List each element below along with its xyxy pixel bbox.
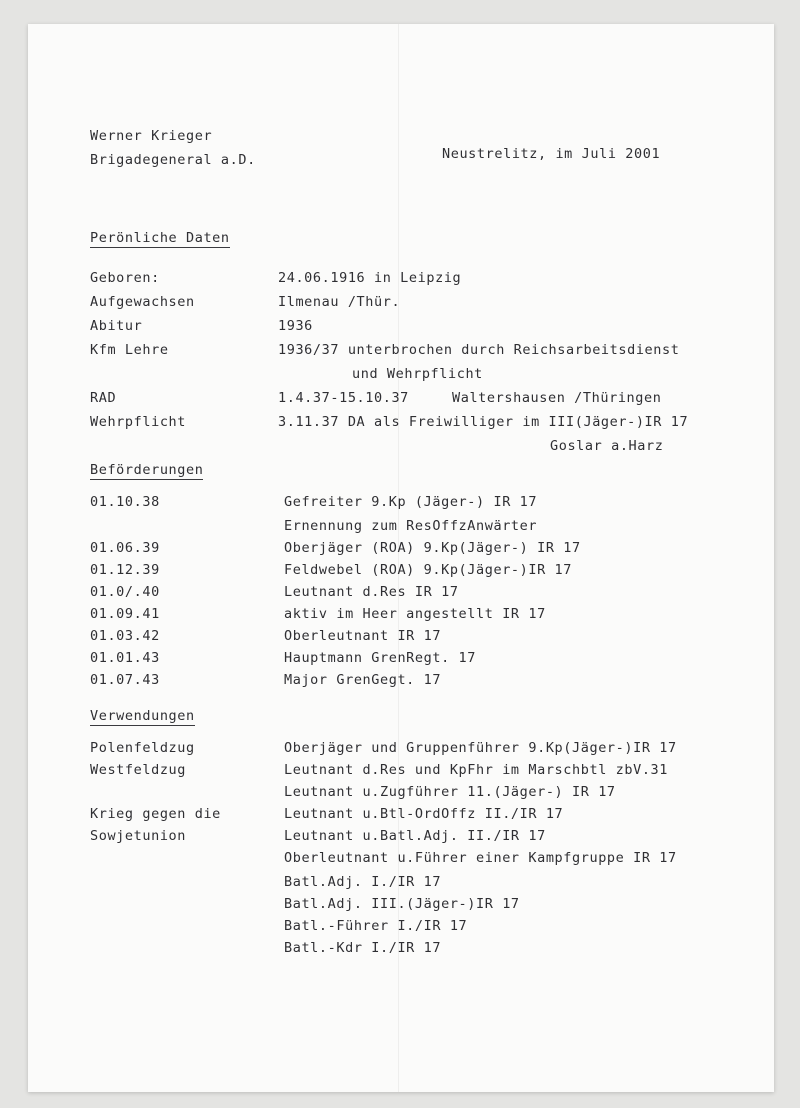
personal-value-born: 24.06.1916 in Leipzig xyxy=(278,270,462,286)
personal-label-raised: Aufgewachsen xyxy=(90,294,195,310)
section-heading-assignments: Verwendungen xyxy=(90,708,195,724)
assignment-line: Leutnant u.Batl.Adj. II./IR 17 xyxy=(284,828,546,844)
promotion-date: 01.06.39 xyxy=(90,540,160,556)
assignment-label-east: Krieg gegen die xyxy=(90,806,221,822)
promotion-date: 01.0/.40 xyxy=(90,584,160,600)
personal-label-apprenticeship: Kfm Lehre xyxy=(90,342,169,358)
personal-label-rad: RAD xyxy=(90,390,117,406)
personal-label-born: Geboren: xyxy=(90,270,160,286)
promotion-date: 01.03.42 xyxy=(90,628,160,644)
author-name: Werner Krieger xyxy=(90,128,213,144)
author-rank: Brigadegeneral a.D. xyxy=(90,152,256,168)
promotion-text: Major GrenGegt. 17 xyxy=(284,672,442,688)
personal-value-raised: Ilmenau /Thür. xyxy=(278,294,401,310)
promotion-text-cont: Ernennung zum ResOffzAnwärter xyxy=(284,518,538,534)
promotion-text: aktiv im Heer angestellt IR 17 xyxy=(284,606,546,622)
assignment-line: Batl.Adj. I./IR 17 xyxy=(284,874,442,890)
promotion-date: 01.01.43 xyxy=(90,650,160,666)
personal-value-apprenticeship: 1936/37 unterbrochen durch Reichsarbeitsdienst xyxy=(278,342,680,358)
promotion-text: Feldwebel (ROA) 9.Kp(Jäger-)IR 17 xyxy=(284,562,573,578)
promotion-text: Hauptmann GrenRegt. 17 xyxy=(284,650,477,666)
section-heading-personal: Perönliche Daten xyxy=(90,230,230,246)
personal-value-abitur: 1936 xyxy=(278,318,313,334)
personal-value-rad: 1.4.37-15.10.37 xyxy=(278,390,409,406)
assignment-line: Oberleutnant u.Führer einer Kampfgruppe IR 17 xyxy=(284,850,677,866)
personal-value-service-place: Goslar a.Harz xyxy=(550,438,664,454)
promotion-date: 01.09.41 xyxy=(90,606,160,622)
assignment-line: Batl.-Führer I./IR 17 xyxy=(284,918,468,934)
personal-label-service: Wehrpflicht xyxy=(90,414,187,430)
assignment-line: Oberjäger und Gruppenführer 9.Kp(Jäger-)IR 17 xyxy=(284,740,677,756)
assignment-line: Leutnant d.Res und KpFhr im Marschbtl zbV.31 xyxy=(284,762,669,778)
personal-value-apprenticeship-cont: und Wehrpflicht xyxy=(352,366,483,382)
place-date: Neustrelitz, im Juli 2001 xyxy=(442,146,661,162)
promotion-text: Oberleutnant IR 17 xyxy=(284,628,442,644)
assignment-line: Batl.Adj. III.(Jäger-)IR 17 xyxy=(284,896,520,912)
promotion-date: 01.12.39 xyxy=(90,562,160,578)
personal-label-abitur: Abitur xyxy=(90,318,143,334)
promotion-text: Leutnant d.Res IR 17 xyxy=(284,584,459,600)
section-heading-promotions: Beförderungen xyxy=(90,462,204,478)
personal-value-rad-place: Waltershausen /Thüringen xyxy=(452,390,662,406)
assignment-label-east-cont: Sowjetunion xyxy=(90,828,187,844)
assignment-line: Batl.-Kdr I./IR 17 xyxy=(284,940,442,956)
assignment-label-west: Westfeldzug xyxy=(90,762,187,778)
assignment-label-poland: Polenfeldzug xyxy=(90,740,195,756)
personal-value-service: 3.11.37 DA als Freiwilliger im III(Jäger-)IR 17 xyxy=(278,414,689,430)
promotion-text: Oberjäger (ROA) 9.Kp(Jäger-) IR 17 xyxy=(284,540,581,556)
promotion-text: Gefreiter 9.Kp (Jäger-) IR 17 xyxy=(284,494,538,510)
promotion-date: 01.10.38 xyxy=(90,494,160,510)
assignment-line: Leutnant u.Btl-OrdOffz II./IR 17 xyxy=(284,806,564,822)
promotion-date: 01.07.43 xyxy=(90,672,160,688)
assignment-line: Leutnant u.Zugführer 11.(Jäger-) IR 17 xyxy=(284,784,616,800)
